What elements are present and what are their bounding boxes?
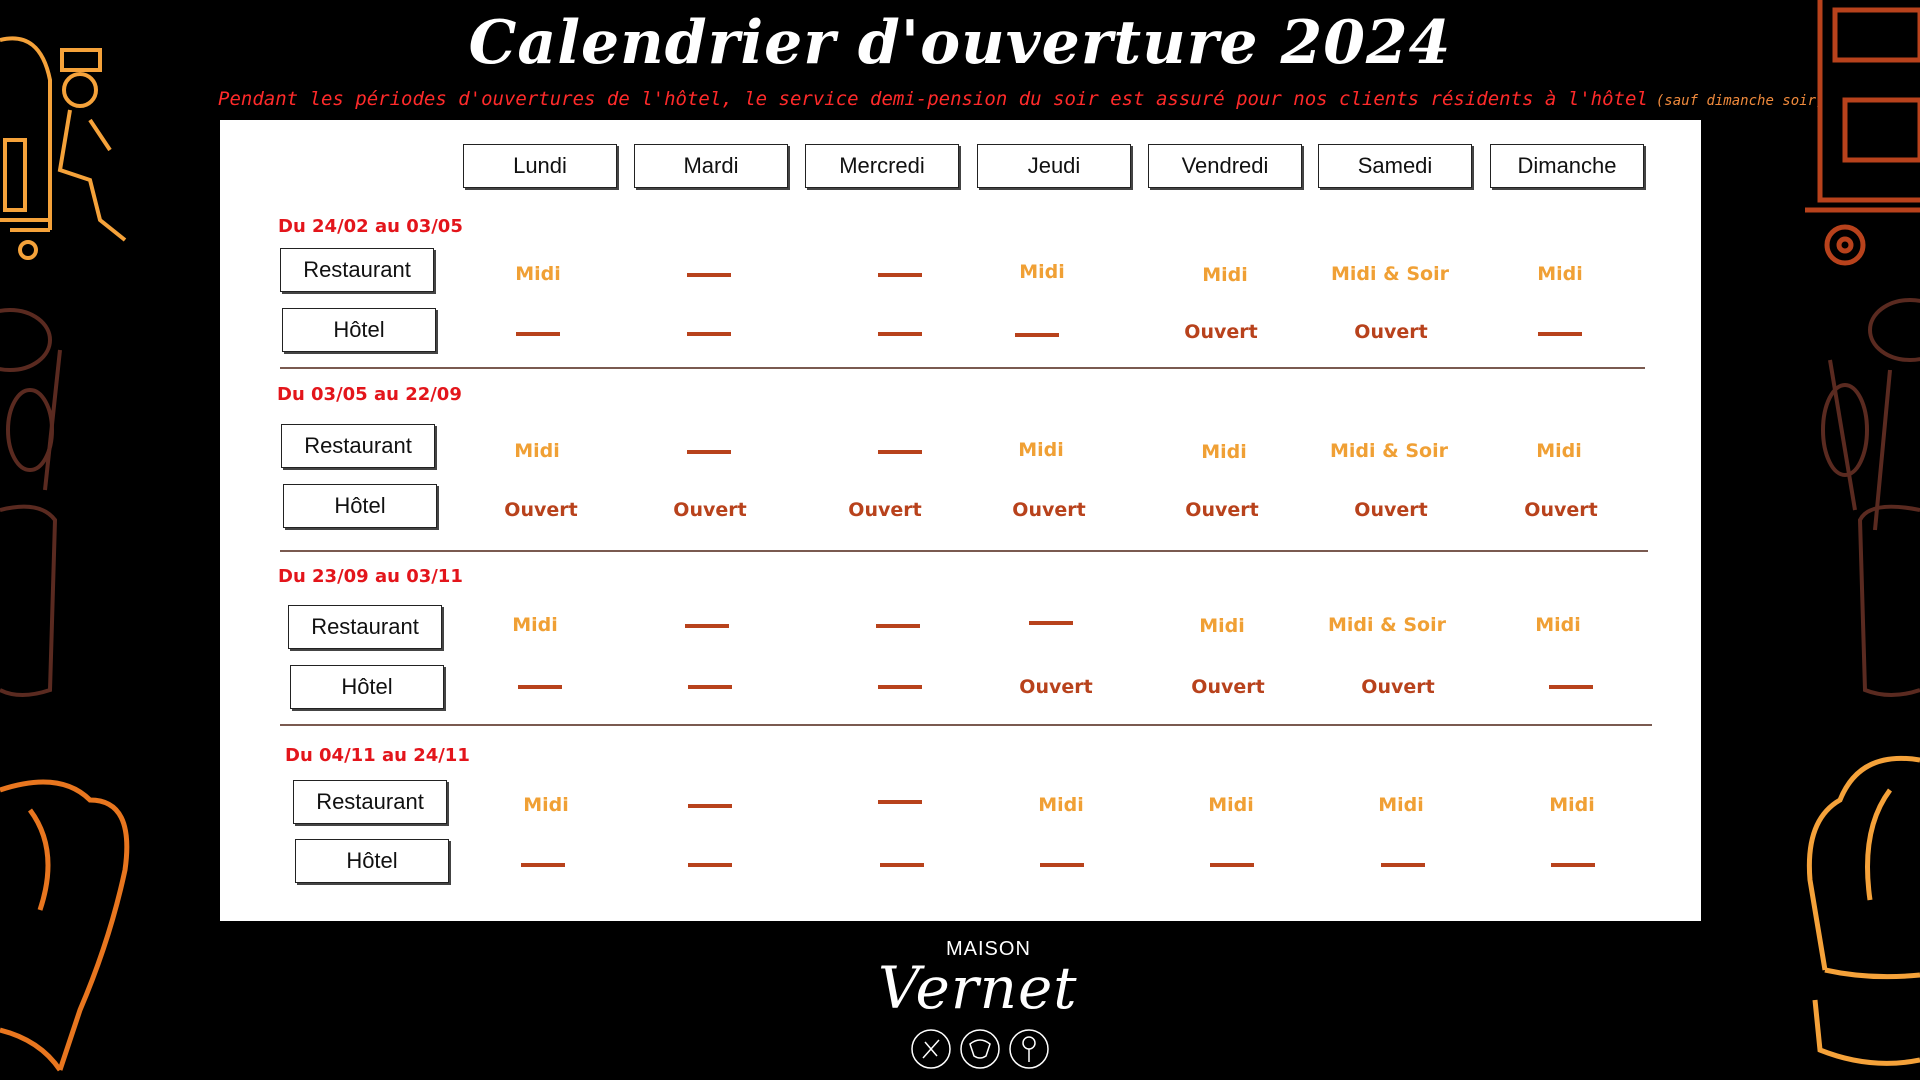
- dash-mark: [878, 800, 922, 804]
- hotel-cell: [1496, 675, 1646, 697]
- dash-mark: [516, 332, 560, 336]
- hotel-cell: [465, 675, 615, 697]
- period-divider: [280, 724, 1652, 726]
- hotel-cell: [825, 675, 975, 697]
- hotel-cell: Ouvert: [1185, 499, 1259, 521]
- hotel-cell: Ouvert: [1524, 499, 1598, 521]
- period-divider: [280, 367, 1645, 369]
- period-label: Du 04/11 au 24/11: [285, 745, 470, 766]
- hotel-row-label: Hôtel: [283, 484, 437, 528]
- page-title: Calendrier d'ouverture 2024: [468, 8, 1452, 78]
- restaurant-cell: [634, 440, 784, 462]
- dash-mark: [688, 804, 732, 808]
- calendar-panel: [220, 120, 1701, 921]
- hotel-row-label: Hôtel: [295, 839, 449, 883]
- hotel-cell: Ouvert: [1354, 321, 1428, 343]
- restaurant-row-label: Restaurant: [280, 248, 434, 292]
- restaurant-cell: [976, 611, 1126, 633]
- hotel-cell: Ouvert: [1361, 676, 1435, 698]
- restaurant-cell: Midi: [1019, 261, 1065, 283]
- hotel-cell: Ouvert: [1184, 321, 1258, 343]
- restaurant-row-label: Restaurant: [288, 605, 442, 649]
- dash-mark: [688, 863, 732, 867]
- restaurant-row-label: Restaurant: [293, 780, 447, 824]
- dash-mark: [1029, 621, 1073, 625]
- restaurant-cell: [825, 263, 975, 285]
- restaurant-cell: [825, 440, 975, 462]
- dash-mark: [1210, 863, 1254, 867]
- logo-top-text: MAISON: [946, 938, 1031, 960]
- logo-emblems-icon: [910, 1028, 1050, 1070]
- day-header-jeudi: Jeudi: [977, 144, 1131, 188]
- restaurant-cell: Midi: [1201, 441, 1247, 463]
- day-header-dimanche: Dimanche: [1490, 144, 1644, 188]
- dash-mark: [1015, 333, 1059, 337]
- hotel-cell: [825, 322, 975, 344]
- restaurant-cell: [825, 790, 975, 812]
- period-label: Du 03/05 au 22/09: [277, 384, 462, 405]
- dash-mark: [1551, 863, 1595, 867]
- dash-mark: [1381, 863, 1425, 867]
- restaurant-cell: Midi: [514, 440, 560, 462]
- hotel-row-label: Hôtel: [290, 665, 444, 709]
- period-label: Du 23/09 au 03/11: [278, 566, 463, 587]
- dash-mark: [685, 624, 729, 628]
- dash-mark: [878, 332, 922, 336]
- hotel-cell: [987, 853, 1137, 875]
- period-divider: [280, 550, 1648, 552]
- restaurant-cell: Midi & Soir: [1330, 440, 1448, 462]
- restaurant-cell: Midi: [523, 794, 569, 816]
- restaurant-cell: Midi & Soir: [1331, 263, 1449, 285]
- dash-mark: [521, 863, 565, 867]
- chef-hat-icon: [0, 770, 140, 1080]
- bellhop-icon: [0, 20, 140, 260]
- dash-mark: [880, 863, 924, 867]
- day-header-samedi: Samedi: [1318, 144, 1472, 188]
- hotel-cell: [962, 323, 1112, 345]
- restaurant-cell: Midi: [512, 614, 558, 636]
- hotel-cell: Ouvert: [1012, 499, 1086, 521]
- logo-name-text: Vernet: [878, 954, 1078, 1022]
- restaurant-cell: [823, 614, 973, 636]
- hotel-cell: [1485, 322, 1635, 344]
- kitchen-utensils-icon: [0, 290, 70, 710]
- day-header-mardi: Mardi: [634, 144, 788, 188]
- restaurant-cell: Midi: [515, 263, 561, 285]
- hotel-cell: Ouvert: [504, 499, 578, 521]
- period-label: Du 24/02 au 03/05: [278, 216, 463, 237]
- hotel-cell: [827, 853, 977, 875]
- hotel-cell: Ouvert: [673, 499, 747, 521]
- dash-mark: [688, 685, 732, 689]
- subtitle-note: (sauf dimanche soir): [1655, 93, 1825, 109]
- dash-mark: [878, 450, 922, 454]
- restaurant-cell: Midi: [1535, 614, 1581, 636]
- restaurant-cell: Midi: [1537, 263, 1583, 285]
- restaurant-cell: Midi: [1202, 264, 1248, 286]
- hotel-cell: [468, 853, 618, 875]
- day-header-lundi: Lundi: [463, 144, 617, 188]
- maison-vernet-logo: [860, 940, 1090, 1070]
- restaurant-cell: Midi: [1549, 794, 1595, 816]
- chef-hat-icon: [1800, 750, 1920, 1080]
- restaurant-cell: Midi: [1199, 615, 1245, 637]
- hotel-cell: Ouvert: [848, 499, 922, 521]
- restaurant-cell: Midi: [1378, 794, 1424, 816]
- restaurant-cell: [634, 263, 784, 285]
- dash-mark: [1549, 685, 1593, 689]
- day-header-mercredi: Mercredi: [805, 144, 959, 188]
- hotel-cell: [1498, 853, 1648, 875]
- hotel-cell: [463, 322, 613, 344]
- hotel-cell: [635, 853, 785, 875]
- restaurant-cell: Midi & Soir: [1328, 614, 1446, 636]
- restaurant-row-label: Restaurant: [281, 424, 435, 468]
- dash-mark: [1040, 863, 1084, 867]
- dash-mark: [687, 332, 731, 336]
- dash-mark: [878, 273, 922, 277]
- hotel-cell: [1328, 853, 1478, 875]
- subtitle: [218, 88, 1824, 110]
- luggage-cart-icon: [1800, 0, 1920, 270]
- restaurant-cell: [635, 794, 785, 816]
- dash-mark: [687, 273, 731, 277]
- dash-mark: [518, 685, 562, 689]
- dash-mark: [1538, 332, 1582, 336]
- dash-mark: [878, 685, 922, 689]
- day-header-vendredi: Vendredi: [1148, 144, 1302, 188]
- restaurant-cell: Midi: [1536, 440, 1582, 462]
- hotel-cell: [634, 322, 784, 344]
- hotel-cell: Ouvert: [1354, 499, 1428, 521]
- dash-mark: [876, 624, 920, 628]
- hotel-row-label: Hôtel: [282, 308, 436, 352]
- kitchen-utensils-icon: [1800, 290, 1920, 710]
- restaurant-cell: Midi: [1018, 439, 1064, 461]
- hotel-cell: [635, 675, 785, 697]
- restaurant-cell: Midi: [1208, 794, 1254, 816]
- dash-mark: [687, 450, 731, 454]
- hotel-cell: Ouvert: [1019, 676, 1093, 698]
- hotel-cell: [1157, 853, 1307, 875]
- restaurant-cell: [632, 614, 782, 636]
- restaurant-cell: Midi: [1038, 794, 1084, 816]
- subtitle-text: Pendant les périodes d'ouvertures de l'hôtel, le service demi-pension du soir est assuré pour nos clients résidents à l'hôtel: [218, 88, 1648, 110]
- hotel-cell: Ouvert: [1191, 676, 1265, 698]
